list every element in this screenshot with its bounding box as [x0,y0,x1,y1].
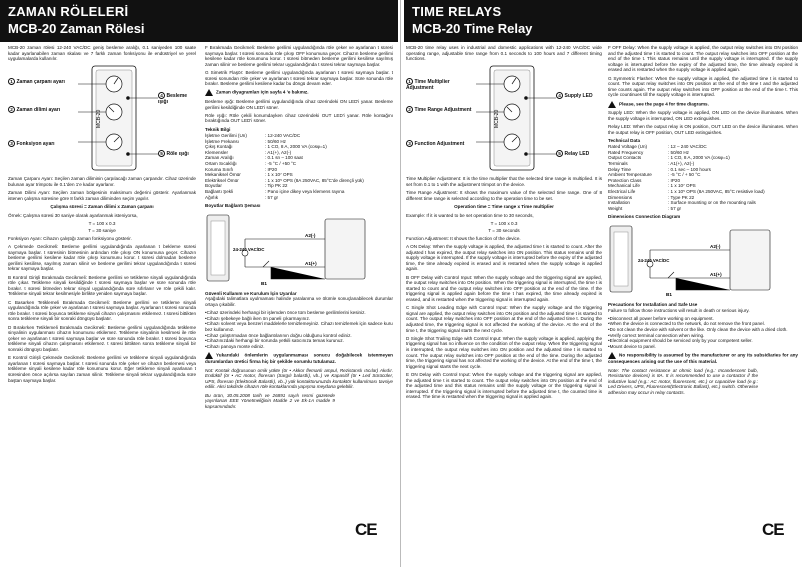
spec-key: Zaman Aralığı [205,155,234,161]
en-safety-item: • Electrical equipment should be serviced only by your competent seller. [608,338,798,344]
en-device-figure [406,64,602,176]
tr-func-g: G Simetrik Flaşör: Besleme gerilimi uygulandığında ayarlanan t süresi saymaya başlar. t süresi sonundan röle çeker ve ayarlanan t süresi tekrar saymaya başlar. Süre sonunda röle bırakır. Besleme gerilimi kesilene kadar bu döngü devam eder. [205,69,393,87]
spec-value: : 0.1 sn – 100 saat [265,155,303,161]
spec-key: Electrical Life [608,189,636,195]
en-example: Example: If it is wanted to be set operation time to 30 seconds, [406,212,534,218]
page-divider [400,0,401,567]
tr-device-figure [8,64,196,176]
spec-key: Dimensions [608,194,632,200]
spec-value: : 1 x 10⁷ OPS [668,183,696,189]
en-p4: Supply LED: When the supply voltage is applied, ON LED on the device illuminates. When the supply voltage is interrupted, ON LED extinguishes. [608,110,798,121]
en-callout-4: 4 Supply LED [556,92,602,99]
english-section [404,0,802,567]
tr-diag-b1: B1 [261,280,267,286]
tr-intro: MCB-20 zaman rölesi 12-240 VAC/DC geniş besleme aralığı, 0.1 saniyeden 100 saate kadar ayarlanabilen zaman skalası ve 7 farklı zaman fonksiyonu ile endüstriyel ve yerel uygulamalarda kullanılır. [8,45,196,62]
tr-device-drawing [78,64,158,174]
spec-value: : Type PK 22 [668,194,695,200]
en-column-2 [608,45,798,565]
en-diag-b1: B1 [666,292,672,297]
spec-value: : -5 °C / + 50 °C [668,172,701,178]
spec-value: : 1 CO, 8 A, 2000 VA (cosφ=1) [265,144,327,150]
tr-example-eq1: T = 100 x 0.3 [88,220,116,226]
spec-key: Delay Time [608,166,631,172]
en-formula-header: Operation time = Time range x Time multiplier [454,203,554,209]
en-diag-a2: A2(-) [710,244,721,249]
spec-value: : 57 gr [668,205,682,211]
tr-p5: Röle ışığı: Röle çekili konumdayken cihaz üzerindeki OUT LED'i yanar. Röle kontağını bıraktığında OUT LED'i söner. [205,112,393,124]
spec-key: Çıkış Kontağı [205,144,233,150]
en-diag-voltage: 24-240 VAC/DC [638,258,670,263]
tr-footer: Bu ürün, 30.05.2008 tarih ve 26891 sayılı resmi gazetede yayınlanan EEE Yönetmeliğinin Madde 2 ve Ek-1A madde 9 kapsamındadır. [205,392,335,409]
tr-example: Örnek: Çalışma süresi 30 saniye olarak ayarlanmak isteniyorsa, [8,212,138,218]
tr-example-eq2: T = 30 saniye [88,228,116,234]
en-p2: Time Range Adjustment: It shows the maximum value of the selected time range. One of 8 different time range is selected according to the operation time to be set. [406,190,602,201]
tr-callout-1: 1 Zaman çarpanı ayarı [8,78,78,85]
tr-note: Not: Kontak doğrusunun omik yükte (ör • Akkor flemanlı ampul, Rezistanslı ıtıcılar) Akıdır. Endüktif (ör • AC motor, floresan (Sargılı balastlı), vb..) ve Kapasitif (ör • Led Sürücüler, UPS, floresan (Elektronik Balastlı), vb..) yük kontaktorunuzda kontaktör kullanılması tavsiye edilir. Aksi takdirde cihazın röle kontaklarında yapışma meydana gelebilir. [205,367,393,390]
warning-icon [205,352,213,359]
spec-key: Mekaniksel Ömür [205,172,241,178]
tr-title: ZAMAN RÖLELERİ [8,4,129,19]
spec-key: Rated Voltage (Un) [608,144,648,150]
spec-key: Koruma Sınıfı [205,166,234,172]
spec-value: : 12-240 VAC/DC [265,133,301,139]
spec-value: : 12 – 240 VAC/DC [668,144,707,150]
en-example-eq1: T = 100 x 0.3 [490,220,518,226]
tr-func-a: A Çekmede Gecikmeli: Besleme gerilimi uygulandığında ayarlanan t bekleme süresi saymaya başlar. t süresinin bitmesinin ardından röle çıkışı ON konumuna geçer. Cihazın besleme gerilimi kesilene kadar röle çıkışı konumunu korur. t süresi dolmadan besleme gerilimi kesilirse, sayılmış zaman silinir ve besleme gerilimi tekrar uygulandığında t süresi tekrar saymaya başlar. [8,244,196,272]
spec-value: : 1 x 10⁵ OPS (8A 250VAC, 85°C'de dirençli yük) [265,177,364,183]
en-p1: Time Multiplier Adjustment: It is the time multiplier that the selected time range is multiplied. It is set from 0.1 to 1 with the adjustment trimpot on the device. [406,176,602,187]
en-safety-item: • When the device is connected to the network, do not remove the front panel. [608,321,798,327]
en-p3: Function Adjustment: It shows the function of the device. [406,235,521,241]
en-example-eq2: T = 30 seconds [488,228,520,234]
tr-diag-a2: A2(-) [305,232,316,238]
tr-p2: Zaman Dilimi Ayarı: Seçilen zaman bölgesinin maksimum değerini gösterir. Ayarlanmak istenen çalışma süresine göre 8 farklı zaman diliminden seçim yapılır. [8,190,196,201]
spec-key: Installation [608,200,630,206]
tr-safety-item: • Cihaz çalıştırmadan önce bağlantılarının doğru olduğunu kontrol ediniz. [205,333,393,339]
warning-icon [608,352,616,359]
tr-func-f: F Bırakmada Gecikmeli: Besleme gerilimi uygulandığında röle çeker ve ayarlanan t süresi saymaya başlar. t süresi sonunda röle çıkışı OFF konumuna geçer. Cihazın besleme gerilimi kesilene kadar röle konumunu korur. t süresi bitmeden besleme gerilimi kesilirse sayılmış zaman silinir ve besleme gerilimi tekrar uygulandığında t süresi tekrar saymaya başlar. [205,45,393,67]
en-callout-5: 5 Relay LED [556,150,602,157]
tr-func-d: D Bırakırken Tetiklemeli Bırakmada Gecikmeli: Besleme gerilimi uygulandığında tetikleme sinyalinin uygulanması cihazın konumunu etkilemez. Tetikleme sinyalinin kesilmesi ile röle çeker ve ayarlanan t süresi saymaya başlar ve süre sonunda röle bırakır. t süresi boyunca tetikleme sinyali cihazın çalışmasını etkilemez. t süresi bittikten sonra tetikleme sinyali bir sonraki döngüyü başlatır. [8,324,196,352]
tr-callout-3: 3 Fonksiyon ayarı [8,140,78,147]
tr-safety-list [205,310,393,349]
en-connection-diagram [608,222,798,300]
spec-value: : A1(+), A2(-) [668,161,695,167]
en-p5: Relay LED: When the output relay is ON position, OUT LED on the device illuminates. When the output relay is OFF position, OUT LED extinguishes. [608,123,798,135]
en-func-g: G Symmetric Flasher: When the supply voltage is applied, the adjusted time t is started to count. The output relay switches into ON position at the end of the time t and the adjusted time counts again. The output relay switches into OFF position at the end of the time t. This cycle countinues till the supply voltage is interrupted. [608,75,798,98]
en-spec-header: Technical Data [608,137,641,143]
spec-key: Ortam Sıcaklığı [205,161,237,167]
tr-warning-diagrams: Zaman diyagramları için sayfa 4 'e bakınız. [205,89,393,96]
tr-p1: Zaman Çarpanı Ayarı: Seçilen zaman diliminin çarpılacağı zaman çarpandır. Cihaz üzerinde bulunan ayar trimpotu ile 0.1'den 1'e kadar ayarlanır. [8,176,196,187]
en-column-1 [406,45,602,565]
tr-func-e: E Kontrol Girişli Çekmede Gecikmeli: Besleme gerilimi ve tetikleme sinyali uygulandığında ayarlanan t süresi saymaya başlar. t süresi sonunda röle çeker ve cihazın beslemesi veya tetikleme sinyali kesilene kadar röle konumunu korur. Eğer tetikleme sinyali ayarlanan t süresinden önce açılırsa sayılan zaman silinir. Tetikleme sinyali tekrar uygulandığında süre baştan saymaya başlar. [8,355,196,383]
tr-diag-a1: A1(+) [305,260,317,266]
tr-func-b: B Kontrol Girişli Bırakmada Gecikmeli: Besleme gerilimi ve tetikleme sinyali uygulandığında röle çıkar. Tetikleme sinyali kesildiğinde t süresi saymaya başlar ve süre sonunda röle bırakır. t süresi bitmeden tekrar sinyal uygulandığında süre sıfırlanır ve röle çekili kalır. Tetikleme sinyali tekrar kesilmesiyle birlikte yeniden saymaya başlar. [8,274,196,297]
spec-key: İşletme Frekansı [205,138,239,144]
en-safety-header: Precautions for Installation and Safe Use [608,302,698,307]
en-func-b: B OFF Delay with Control Input: When the supply voltage and the triggering signal are applied, the output relay switches into ON position. When the triggering signal is interrupted, the time t is started to count and the output relay switches into OFF position at the end of the time. If the triggering signal is applied again before the time t has expired, the time already expired is erased, and is restarted when the triggering signal is interrupted again. [406,274,602,303]
en-dims-header: Dimensions Connection Diagram [608,214,681,220]
spec-value: : 1 x 10⁷ OPS [265,172,293,178]
tr-column-1 [8,45,196,565]
en-callout-3: 3 Function Adjustment [406,140,476,147]
tr-safety-intro: Aşağıdaki talimatlara uyulmaması halinde yaralanma ve ölümle sonuçlanabilecek durumlar ortaya çıkabilir. [205,296,393,307]
en-spec-row [608,206,798,212]
tr-safety-item: • Cihazı solvent veya benzeri maddelerle temizlemeyiniz. Cihazı temizlemek için sadece kuru bez kullanınız. [205,321,393,332]
en-banner [404,0,802,42]
spec-value: : Tip PK 22 [265,183,288,189]
tr-device-label: MCB-20 [96,110,102,129]
en-intro: MCB-20 time relay uses in industrial and domestic applications with 12-240 VAC/DC wide operating range, adjustable time range from 0.1 seconds to 100 hours and 7 different timing functions. [406,45,602,62]
tr-ce-mark: CE [355,520,377,539]
spec-key: Ağırlık [205,194,219,200]
tr-safety-item: • Cihazı panoya monte ediniz. [205,344,393,350]
spec-value: : 50/60 Hz [668,149,689,155]
tr-disclaimer: Yukarıdaki önlemlerin uygulanmaması sonucu doğabilecek istenmeyen durumlardan üretici firma hiç bir şekilde sorumlu tutulamaz. [205,353,393,365]
en-safety-item: • Disconnect all power before working on equipment. [608,316,798,322]
en-safety-intro: Failure to follow those instructions will result in death or serious injury. [608,307,750,313]
spec-value: : 1 CO, 8 A, 2000 VA (cosφ=1) [668,155,730,161]
en-safety-item: • Do not clean the device with solvent or the like. Only clean the device with a dried cloth. [608,327,798,333]
spec-key: İşletme Gerilimi (Un) [205,133,247,139]
tr-callout-4: 4 Besleme ışığı [158,93,188,105]
en-safety-item: • Mount device to panel. [608,344,798,350]
tr-safety-item: • Cihazı şebekeye bağlı iken ön paneli çıkarmayınız. [205,316,393,322]
spec-value: : Pano içine dikey veya klemens rayına [265,189,345,195]
warning-icon [608,101,616,108]
spec-key: Terminals [608,161,628,167]
en-func-e: E ON Delay with Control Input: When the supply voltage and the triggering signal are applied, the adjusted time t is started to count. The output relay switches into ON position at the end of the adjusted time and this status remains until the supply voltage or the triggering signal is interrupted. If the triggering signal is interrupted before the adjusted time t, the counted time is erased. The time is restarted when the triggering signal is applied again. [406,371,602,400]
spec-key: Output Contacts [608,155,642,161]
tr-p4: Besleme ışığı: Besleme gerilimi uygulandığında cihaz üzerindeki ON LED'i yanar. Besleme gerilimi kesildiğinde ON LED'i söner. [205,98,393,110]
tr-diag-voltage: 24-240 VAC/DC [233,246,265,252]
en-device-drawing [476,64,556,174]
tr-spec-list [205,133,393,200]
en-spec-list [608,144,798,211]
spec-key: Klemensler [205,149,228,155]
tr-safety-item: • Cihaz üzerindeki herhangi bir işlemden önce tüm besleme gerilimlerini kesiniz. [205,310,393,316]
spec-value: : 0.1 sec – 100 hours [668,166,711,172]
spec-key: Protection Class [608,177,642,183]
spec-value: : 57 gr [265,194,279,200]
tr-dims-header: Boyutlar Bağlantı Şeması [205,203,261,209]
turkish-section [0,0,398,567]
spec-value: : IP20 [265,166,278,172]
spec-key: Rated Frequency [608,149,644,155]
en-note: Note: The contact resistance at ohmic load (e.g.: Incandescent bulb, Resistance devices) is 8A. It is recommended to use a contactor if the inductive load (e.g.: AC motor, fluorescent, etc.) or capacitive load (e.g.: Led Drivers, UPS, Fluorescent(Electronic Ballast), etc.) switch. Otherwise adhesion may occur in relay contacts. [608,367,758,395]
spec-key: Weight [608,205,623,211]
en-warning-diagrams: Please, see the page 4 for time diagrams. [608,101,798,108]
spec-value: : 1 x 10⁵ OPS (8A 250VAC, 85°C resistive load) [668,189,765,195]
en-func-c: C Single Shot Leading Edge with Control Input: When the supply voltage and the triggering signal are applied, the output relay switches into ON position and the adjusted time t is started to count. The output relay switches into OFF position at the end of the adjusted time t. During the adjusted time, the triggering signal is not affected the working of the device. At the end of the time t, the triggering signal starts the next cycle. [406,305,602,333]
spec-key: Elektriksel Ömür [205,177,239,183]
tr-func-c: C Basarken Tetiklemeli Bırakmada Gecikmeli: Besleme gerilimi ve tetikleme sinyali uygulandığında röle çeker ve ayarlanan t süresi saymaya başlar. Ayarlanan t süresi sonunda röle bırakır. t süresi boyunca tetikleme sinyali cihazın çalışmasını etkilemez. t süresi bittikten sonra tetikleme sinyali bir sonraki döngüyü başlatır. [8,299,196,322]
en-callout-2: 2 Time Range Adjustment [406,106,476,113]
tr-subtitle: MCB-20 Zaman Rölesi [8,21,145,36]
spec-key: Boyutlar [205,183,222,189]
tr-connection-diagram [205,211,393,289]
tr-safety-item: • Cihazınızdaki herhangi bir sorunda yetkili satıcınıza temas kurunuz. [205,338,393,344]
tr-callout-5: 5 Röle ışığı [158,150,196,157]
spec-key: Bağlantı Şekli [205,189,234,195]
en-safety-list [608,316,798,350]
tr-callout-2: 2 Zaman dilimi ayarı [8,106,78,113]
spec-value: : IP20 [668,177,681,183]
en-callout-1: 1 Time Multiplier Adjustment [406,79,450,91]
tr-connection-figure [205,211,393,289]
en-safety-item: • Verify correct terminal connection when wiring. [608,333,798,339]
en-ce-mark: CE [762,520,784,539]
spec-key: Mechanical Life [608,183,640,189]
spec-value: : A1(+), A2(-) [265,149,292,155]
spec-key: Ambient Temperature [608,172,652,178]
en-diag-a1: A1(+) [710,272,722,277]
spec-value: : Surface mounting or on the mounting rails [668,200,756,206]
en-device-label: MCB-20 [494,110,500,129]
en-func-a: A ON Delay: When the supply voltage is applied, the adjusted time t is started to count. After the adjusted t has expired, the output relay switches into ON position. This status remains until the supply voltage is interrupted. If the supply voltage is interrupted before the expiry of the adjusted time, the time already expired is erased and is restarted when the supply voltage is applied again. [406,244,602,272]
en-subtitle: MCB-20 Time Relay [412,21,533,36]
tr-spec-header: Teknik Bilgi [205,126,231,132]
tr-safety-header: Güvenli Kullanım ve Kurulum İçin Uyarılar [205,290,297,296]
spec-value: : 50/60 Hz [265,138,286,144]
en-disclaimer: No responsibility is assumed by the manufacturer or any its subsidiaries for any consequences arising out the use of this material. [608,353,798,365]
spec-value: : -5 °C / +50 °C [265,161,297,167]
tr-banner [0,0,398,42]
tr-spec-row [205,195,393,201]
tr-column-2 [205,45,393,565]
tr-formula-header: Çalışma süresi = Zaman dilimi x Zaman çarpanı [50,203,154,209]
en-connection-figure [608,222,798,300]
warning-icon [205,89,213,96]
tr-p3: Fonksiyon Ayarı: Cihazın çalıştığı zaman fonksiyonu gösterir. [8,235,132,241]
en-func-d: D Single Shot Trailing Edge with Control Input: When the supply voltage is applied, applying the triggering signal has no influence on the condition of the output relay. When the triggering signal is interrupted, the output relay switches into ON position and the adjusted time t is started to count. The output relay switches into OFF position at the end of the time. During the adjusted time, the triggering signal has not affected the working of the device. At the end of the time t, the triggering signal starts the next cycle. [406,335,602,369]
en-func-f: F OFF Delay: When the supply voltage is applied, the output relay switches into ON position and the adjusted time t is started to count. The output relay switches into OFF position at the end of the time t. This status remains until the supply voltage is interrupted. If the supply voltage is interrupted before the expiry of the adjusted time, the time already expired is erased and is restarted when the supply voltage is applied again. [608,45,798,73]
en-title: TIME RELAYS [412,4,502,19]
